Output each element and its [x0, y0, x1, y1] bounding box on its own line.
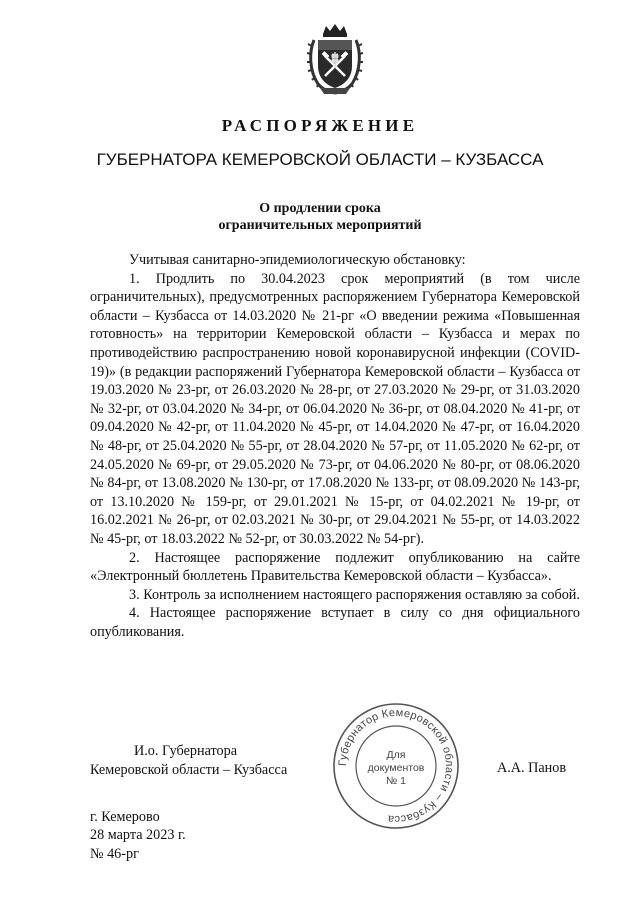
- document-date: 28 марта 2023 г.: [90, 827, 186, 844]
- coat-of-arms-icon: [306, 22, 364, 96]
- document-heading: [0, 200, 640, 234]
- official-stamp-icon: [330, 700, 462, 832]
- stamp-center-line-3: № 1: [385, 775, 407, 787]
- body-paragraph-4: 4. Настоящее распоряжение вступает в силу со дня официального опубликования.: [90, 605, 580, 640]
- heading-line-1: О продлении срока: [259, 201, 381, 216]
- stamp-center-line-1: Для: [386, 749, 406, 761]
- document-number: № 46-рг: [90, 845, 139, 862]
- document-title: РАСПОРЯЖЕНИЕ: [221, 116, 419, 135]
- signatory-name: А.А. Панов: [497, 760, 567, 776]
- heading-line-2: ограничительных мероприятий: [218, 218, 422, 233]
- body-paragraph-2: 2. Настоящее распоряжение подлежит опубликованию на сайте «Электронный бюллетень Правительства Кемеровской области – Кузбасса».: [90, 549, 580, 585]
- document-issuer: ГУБЕРНАТОРА КЕМЕРОВСКОЙ ОБЛАСТИ – КУЗБАССА: [96, 150, 544, 169]
- stamp-ring-text: Губернатор Кемеровской области – Кузбасса: [336, 706, 456, 826]
- body-paragraph-3: 3. Контроль за исполнением настоящего распоряжения оставляю за собой.: [129, 586, 580, 603]
- document-place: г. Кемерово: [90, 809, 160, 825]
- body-paragraph-1: 1. Продлить по 30.04.2023 срок мероприятий (в том числе ограничительных), предусмотренных распоряжением Губернатора Кемеровской области – Кузбасса от 14.03.2020 № 21-рг «О введении режима «Повышенная готовность» на территории Кемеровской области – Кузбасса и мерах по противодействию распространению новой коронавирусной инфекции (COVID-19)» (в редакции распоряжений Губернатора Кемеровской области – Кузбасса от 19.03.2020 № 23-рг, от 26.03.2020 № 28-рг, от 27.03.2020 № 29-рг, от 31.03.2020 № 32-рг, от 03.04.2020 № 34-рг, от 06.04.2020 № 36-рг, от 08.04.2020 № 41-рг, от 09.04.2020 № 42-рг, от 11.04.2020 № 45-рг, от 14.04.2020 № 47-рг, от 16.04.2020 № 48-рг, от 25.04.2020 № 55-рг, от 28.04.2020 № 57-рг, от 11.05.2020 № 62-рг, от 24.05.2020 № 69-рг, от 29.05.2020 № 73-рг, от 04.06.2020 № 80-рг, от 08.06.2020 № 84-рг, от 13.08.2020 № 130-рг, от 17.08.2020 № 133-рг, от 08.09.2020 № 143-рг, от 13.10.2020 № 159-рг, от 29.01.2021 № 15-рг, от 04.02.2021 № 19-рг, от 16.02.2021 № 26-рг, от 02.03.2021 № 30-рг, от 29.04.2021 № 55-рг, от 14.03.2022 № 45-рг, от 18.03.2022 № 52-рг, от 30.03.2022 № 54-рг).: [90, 270, 580, 547]
- signatory-position-line-1: И.о. Губернатора: [134, 743, 237, 759]
- body-paragraph-intro: Учитывая санитарно-эпидемиологическую обстановку:: [129, 252, 466, 268]
- stamp-center-line-2: документов: [367, 762, 425, 774]
- signatory-position-line-2: Кемеровской области – Кузбасса: [90, 761, 288, 778]
- document-footer: [90, 808, 186, 863]
- signatory-position: [90, 742, 287, 779]
- document-body: [90, 251, 580, 641]
